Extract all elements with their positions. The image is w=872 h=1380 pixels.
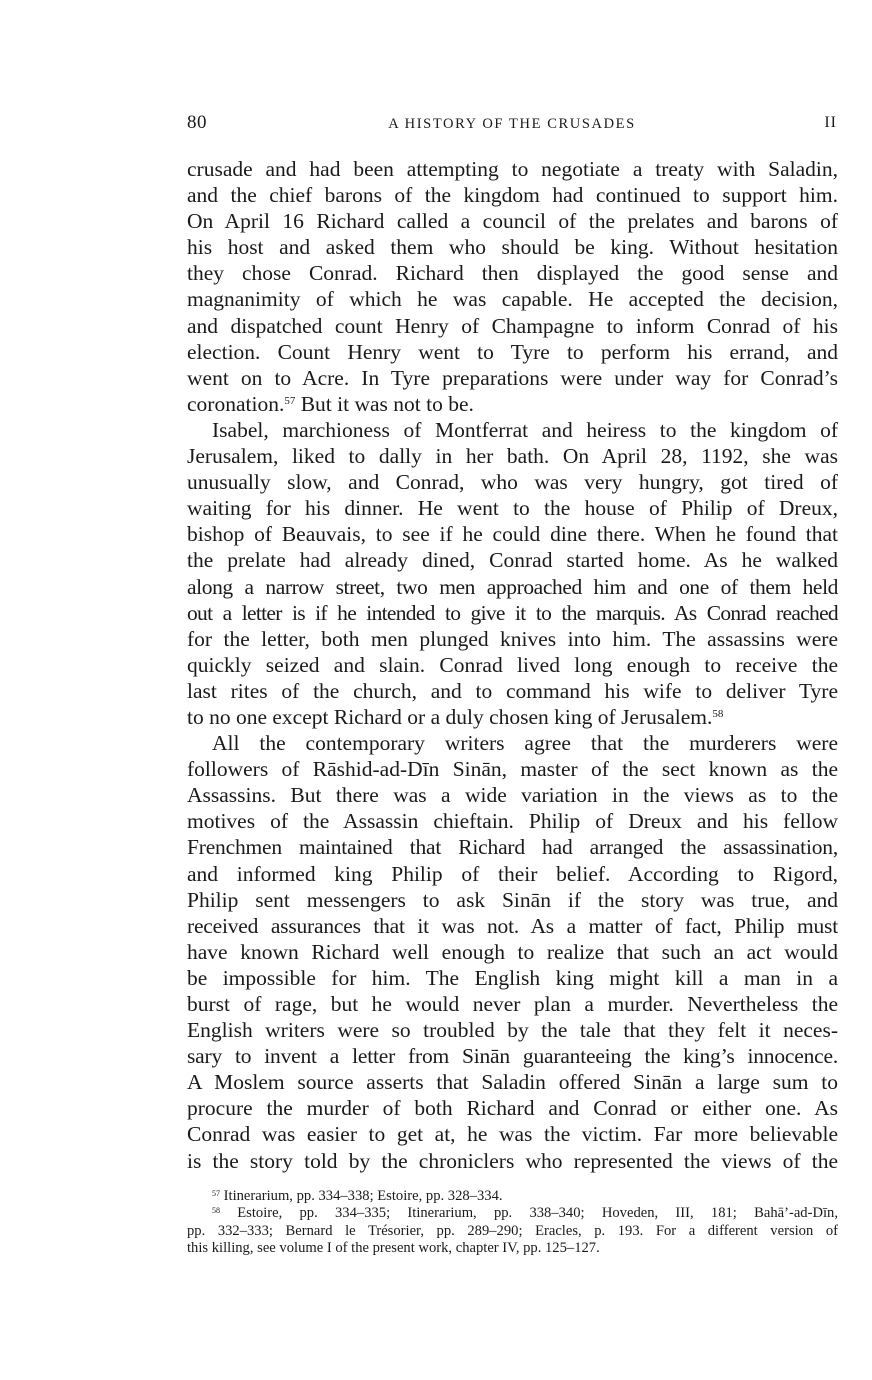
text-line: magnanimity of which he was capable. He accepted the decision, — [187, 287, 838, 312]
text-line — [187, 391, 838, 417]
text-line: Assassins. But there was a wide variation in the views as to the — [187, 783, 838, 808]
footnote-ref-58: 58 — [712, 707, 724, 720]
text-line: bishop of Beauvais, to see if he could dine there. When he found that — [187, 522, 838, 547]
footnote-marker: 57 — [212, 1189, 220, 1198]
text-line: they chose Conrad. Richard then displayed the good sense and — [187, 261, 838, 286]
text-line: procure the murder of both Richard and Conrad or either one. As — [187, 1096, 838, 1121]
body-text — [187, 156, 838, 1174]
footnote-58 — [187, 1205, 838, 1222]
text-line: is the story told by the chroniclers who represented the views of the — [187, 1148, 838, 1173]
footnote-58-continued: pp. 332–333; Bernard le Trésorier, pp. 289–290; Eracles, p. 193. For a different version of — [187, 1222, 838, 1239]
text-line: last rites of the church, and to command his wife to deliver Tyre — [187, 678, 838, 703]
footnote-58-continued: this killing, see volume I of the present work, chapter IV, pp. 125–127. — [187, 1240, 600, 1257]
text-line: for the letter, both men plunged knives into him. The assassins were — [187, 626, 838, 651]
text-line: and the chief barons of the kingdom had continued to support him. — [187, 183, 838, 208]
text-segment: But it was not to be. — [295, 391, 474, 416]
running-title: A HISTORY OF THE CRUSADES — [388, 116, 636, 132]
text-line: English writers were so troubled by the tale that they felt it neces- — [187, 1018, 838, 1043]
page-header — [187, 112, 837, 138]
text-line: Conrad was easier to get at, he was the victim. Far more believable — [187, 1122, 838, 1147]
text-line: along a narrow street, two men approached him and one of them held — [187, 574, 838, 599]
text-line: followers of Rāshid-ad-Dīn Sinān, master of the sect known as the — [187, 757, 838, 782]
footnote-text: Itinerarium, pp. 334–338; Estoire, pp. 328–334. — [223, 1188, 503, 1204]
text-line: received assurances that it was not. As a matter of fact, Philip must — [187, 913, 838, 938]
text-line: burst of rage, but he would never plan a murder. Nevertheless the — [187, 992, 838, 1016]
text-line: On April 16 Richard called a council of the prelates and barons of — [187, 209, 838, 234]
text-line: waiting for his dinner. He went to the house of Philip of Dreux, — [187, 496, 838, 521]
text-line: the prelate had already dined, Conrad started home. As he walked — [187, 548, 838, 573]
text-line: A Moslem source asserts that Saladin offered Sinān a large sum to — [187, 1070, 838, 1095]
text-line: his host and asked them who should be king. Without hesitation — [187, 235, 838, 260]
text-segment: coronation. — [187, 391, 285, 416]
text-line: Frenchmen maintained that Richard had arranged the assassination, — [187, 835, 838, 860]
text-line: Jerusalem, liked to dally in her bath. On April 28, 1192, she was — [187, 444, 838, 469]
text-line — [187, 704, 838, 730]
footnote-57 — [187, 1188, 838, 1205]
text-line: quickly seized and slain. Conrad lived long enough to receive the — [187, 652, 838, 677]
footnote-marker: 58 — [212, 1206, 220, 1216]
text-line: election. Count Henry went to Tyre to perform his errand, and — [187, 339, 838, 364]
text-segment: to no one except Richard or a duly chosen king of Jerusalem. — [187, 704, 713, 729]
page-number: 80 — [187, 112, 207, 133]
footnotes — [187, 1188, 838, 1258]
text-line: have known Richard well enough to realize that such an act would — [187, 939, 838, 964]
footnote-ref-57: 57 — [284, 394, 296, 407]
text-line: motives of the Assassin chieftain. Philip of Dreux and his fellow — [187, 809, 838, 834]
text-line: crusade and had been attempting to negotiate a treaty with Saladin, — [187, 157, 838, 181]
text-line: and informed king Philip of their belief. According to Rigord, — [187, 861, 838, 886]
text-line: be impossible for him. The English king might kill a man in a — [187, 965, 838, 990]
text-line: Isabel, marchioness of Montferrat and heiress to the kingdom of — [212, 417, 838, 442]
text-line: went on to Acre. In Tyre preparations were under way for Conrad’s — [187, 365, 838, 390]
volume-number: II — [824, 114, 837, 131]
text-line: sary to invent a letter from Sinān guaranteeing the king’s innocence. — [187, 1044, 838, 1069]
text-line: and dispatched count Henry of Champagne to inform Conrad of his — [187, 313, 838, 338]
text-line: Philip sent messengers to ask Sinān if the story was true, and — [187, 887, 838, 912]
text-line: unusually slow, and Conrad, who was very hungry, got tired of — [187, 470, 838, 495]
text-line: out a letter is if he intended to give it to the marquis. As Conrad reached — [187, 600, 838, 625]
footnote-text: Estoire, pp. 334–335; Itinerarium, pp. 338–340; Hoveden, III, 181; Bahā’-ad-Dīn, — [237, 1205, 838, 1222]
text-line: All the contemporary writers agree that the murderers were — [212, 731, 838, 756]
